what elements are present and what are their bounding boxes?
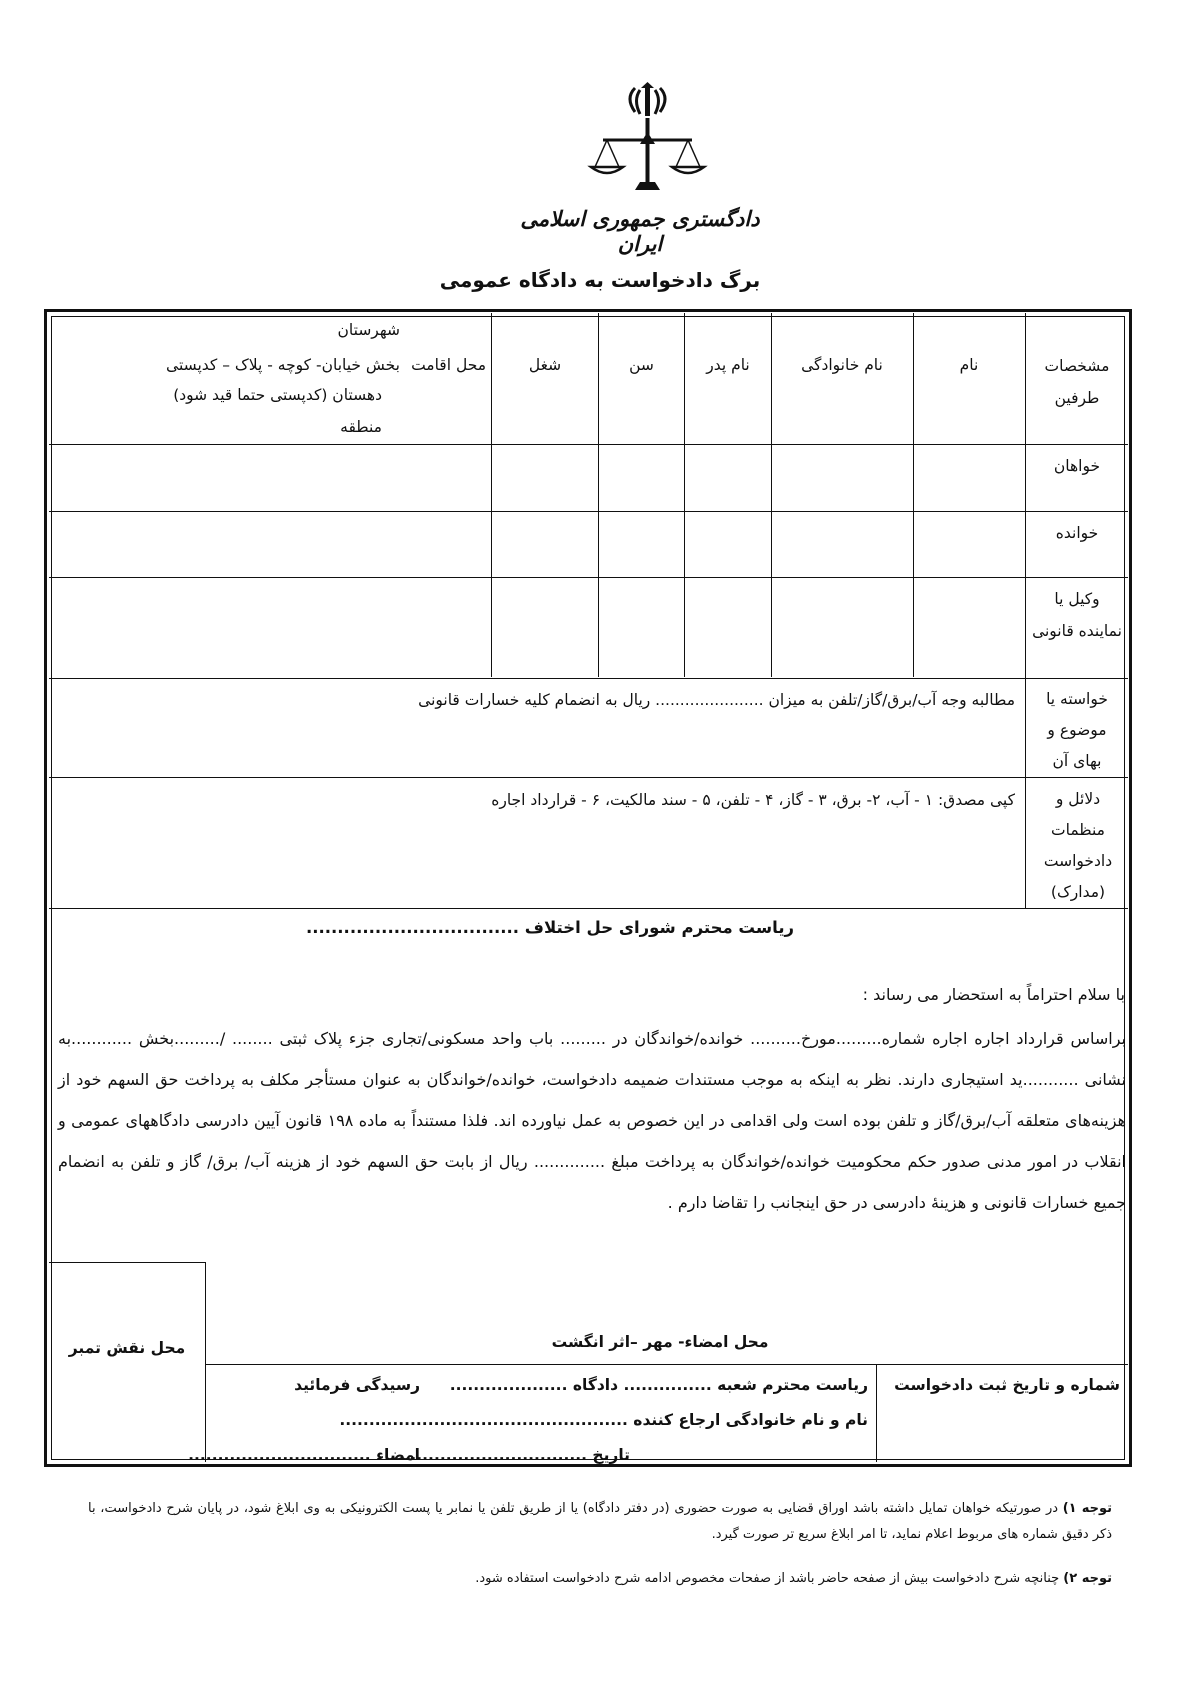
note-2-label: توجه ۲) <box>1063 1571 1112 1586</box>
header-age: سن <box>629 356 654 374</box>
header-job: شغل <box>528 356 562 374</box>
signature-place-label: محل امضاء- مهر –اثر انگشت <box>551 1333 769 1351</box>
referral-date-line: تاریخ .............................. <box>410 1446 630 1464</box>
stamp-place-label: محل نقش تمبر <box>68 1339 186 1357</box>
judiciary-name: دادگستری جمهوری اسلامی ایران <box>520 206 760 256</box>
petition-greeting: با سلام احتراماً به استحضار می رساند : <box>862 985 1125 1004</box>
header-family-name: نام خانوادگی <box>801 356 883 374</box>
note-1-text: در صورتیکه خواهان تمایل داشته باشد اوراق قضایی به صورت حضوری (در دفتر دادگاه) یا از طریق تلفن یا نمابر یا پست الکترونیکی به وی ابلاغ شود، در پایان شرح دادخواست، با ذکر دقیق شماره های مربوط اعلام نماید، تا امر ابلاغ سریع تر صورت گیرد. <box>88 1501 1112 1542</box>
header-residence: محل اقامت <box>411 356 486 374</box>
petition-body: براساس قرارداد اجاره اجاره شماره.........مورخ.......... خوانده/خواندگان در ......... باب واحد مسکونی/تجاری جزء پلاک ثبتی ........ /.........بخش ............به نشانی ...........ید استیجاری دارند. نظر به اینکه به موجب مستندات ضمیمه دادخواست، خوانده/خواندگان به عنوان مستأجر مکلف به پرداخت حق السهم خود از هزینه‌های متعلقه آب/برق/گاز و تلفن بوده است ولی اقدامی در این خصوص به عمل نیاورده اند. فلذا مستنداً به ماده ۱۹۸ قانون آیین دادرسی دادگاههای عمومی و انقلاب در امور مدنی صدور حکم محکومیت خوانده/خواندگان به پرداخت مبلغ .............. ریال از بابت حق السهم خود از هزینه آب/ برق/ گاز و تلفن به انضمام جمیع خسارات قانونی و هزینۀ دادرسی در حق اینجانب را تقاضا دارم . <box>58 1029 1127 1212</box>
header-father-name: نام پدر <box>706 356 750 374</box>
evidence-value: کپی مصدق: ۱ - آب، ۲- برق، ۳ - گاز، ۴ - تلفن، ۵ - سند مالکیت، ۶ - قرارداد اجاره <box>491 791 1015 809</box>
referral-branch-line: ریاست محترم شعبه ............... دادگاه .................... <box>449 1376 868 1394</box>
header-residence-village: دهستان (کدپستی حتما قید شود) <box>173 386 382 404</box>
note-1-label: توجه ۱) <box>1062 1501 1112 1516</box>
referral-signature-line: امضاء ............................... <box>188 1446 420 1464</box>
judiciary-emblem-icon <box>585 82 710 197</box>
registration-label: شماره و تاریخ ثبت دادخواست <box>894 1376 1120 1394</box>
header-name: نام <box>959 356 979 374</box>
header-residence-address: بخش خیابان- کوچه - پلاک – کدپستی <box>166 356 400 374</box>
row-label-defendant: خوانده <box>1055 524 1099 542</box>
referrer-name-line: نام و نام خانوادگی ارجاع کننده ................................................. <box>339 1411 868 1429</box>
header-residence-city: شهرستان <box>337 321 400 339</box>
form-frame <box>44 309 1132 1467</box>
note-2-text: چنانچه شرح دادخواست بیش از صفحه حاضر باشد از صفحات مخصوص ادامه شرح دادخواست استفاده شود. <box>475 1571 1060 1586</box>
claim-value: مطالبه وجه آب/برق/گاز/تلفن به میزان ...................... ریال به انضمام کلیه خسارات قانونی <box>418 691 1015 709</box>
header-party-specs: مشخصات طرفین <box>1044 357 1110 407</box>
petition-heading: ریاست محترم شورای حل اختلاف .................................. <box>305 918 795 937</box>
form-title: برگ دادخواست به دادگاه عمومی <box>439 268 761 292</box>
evidence-label: دلائل و منظمات دادخواست (مدارک) <box>1043 790 1113 901</box>
note-1 <box>88 1496 1112 1548</box>
row-label-plaintiff: خواهان <box>1053 457 1101 475</box>
claim-label: خواسته یا موضوع و بهای آن <box>1046 690 1108 770</box>
referral-request-label: رسیدگی فرمائید <box>294 1376 420 1394</box>
row-label-attorney: وکیل یا نماینده قانونی <box>1032 590 1122 640</box>
note-2 <box>88 1566 1112 1592</box>
header-residence-region: منطقه <box>340 418 382 436</box>
